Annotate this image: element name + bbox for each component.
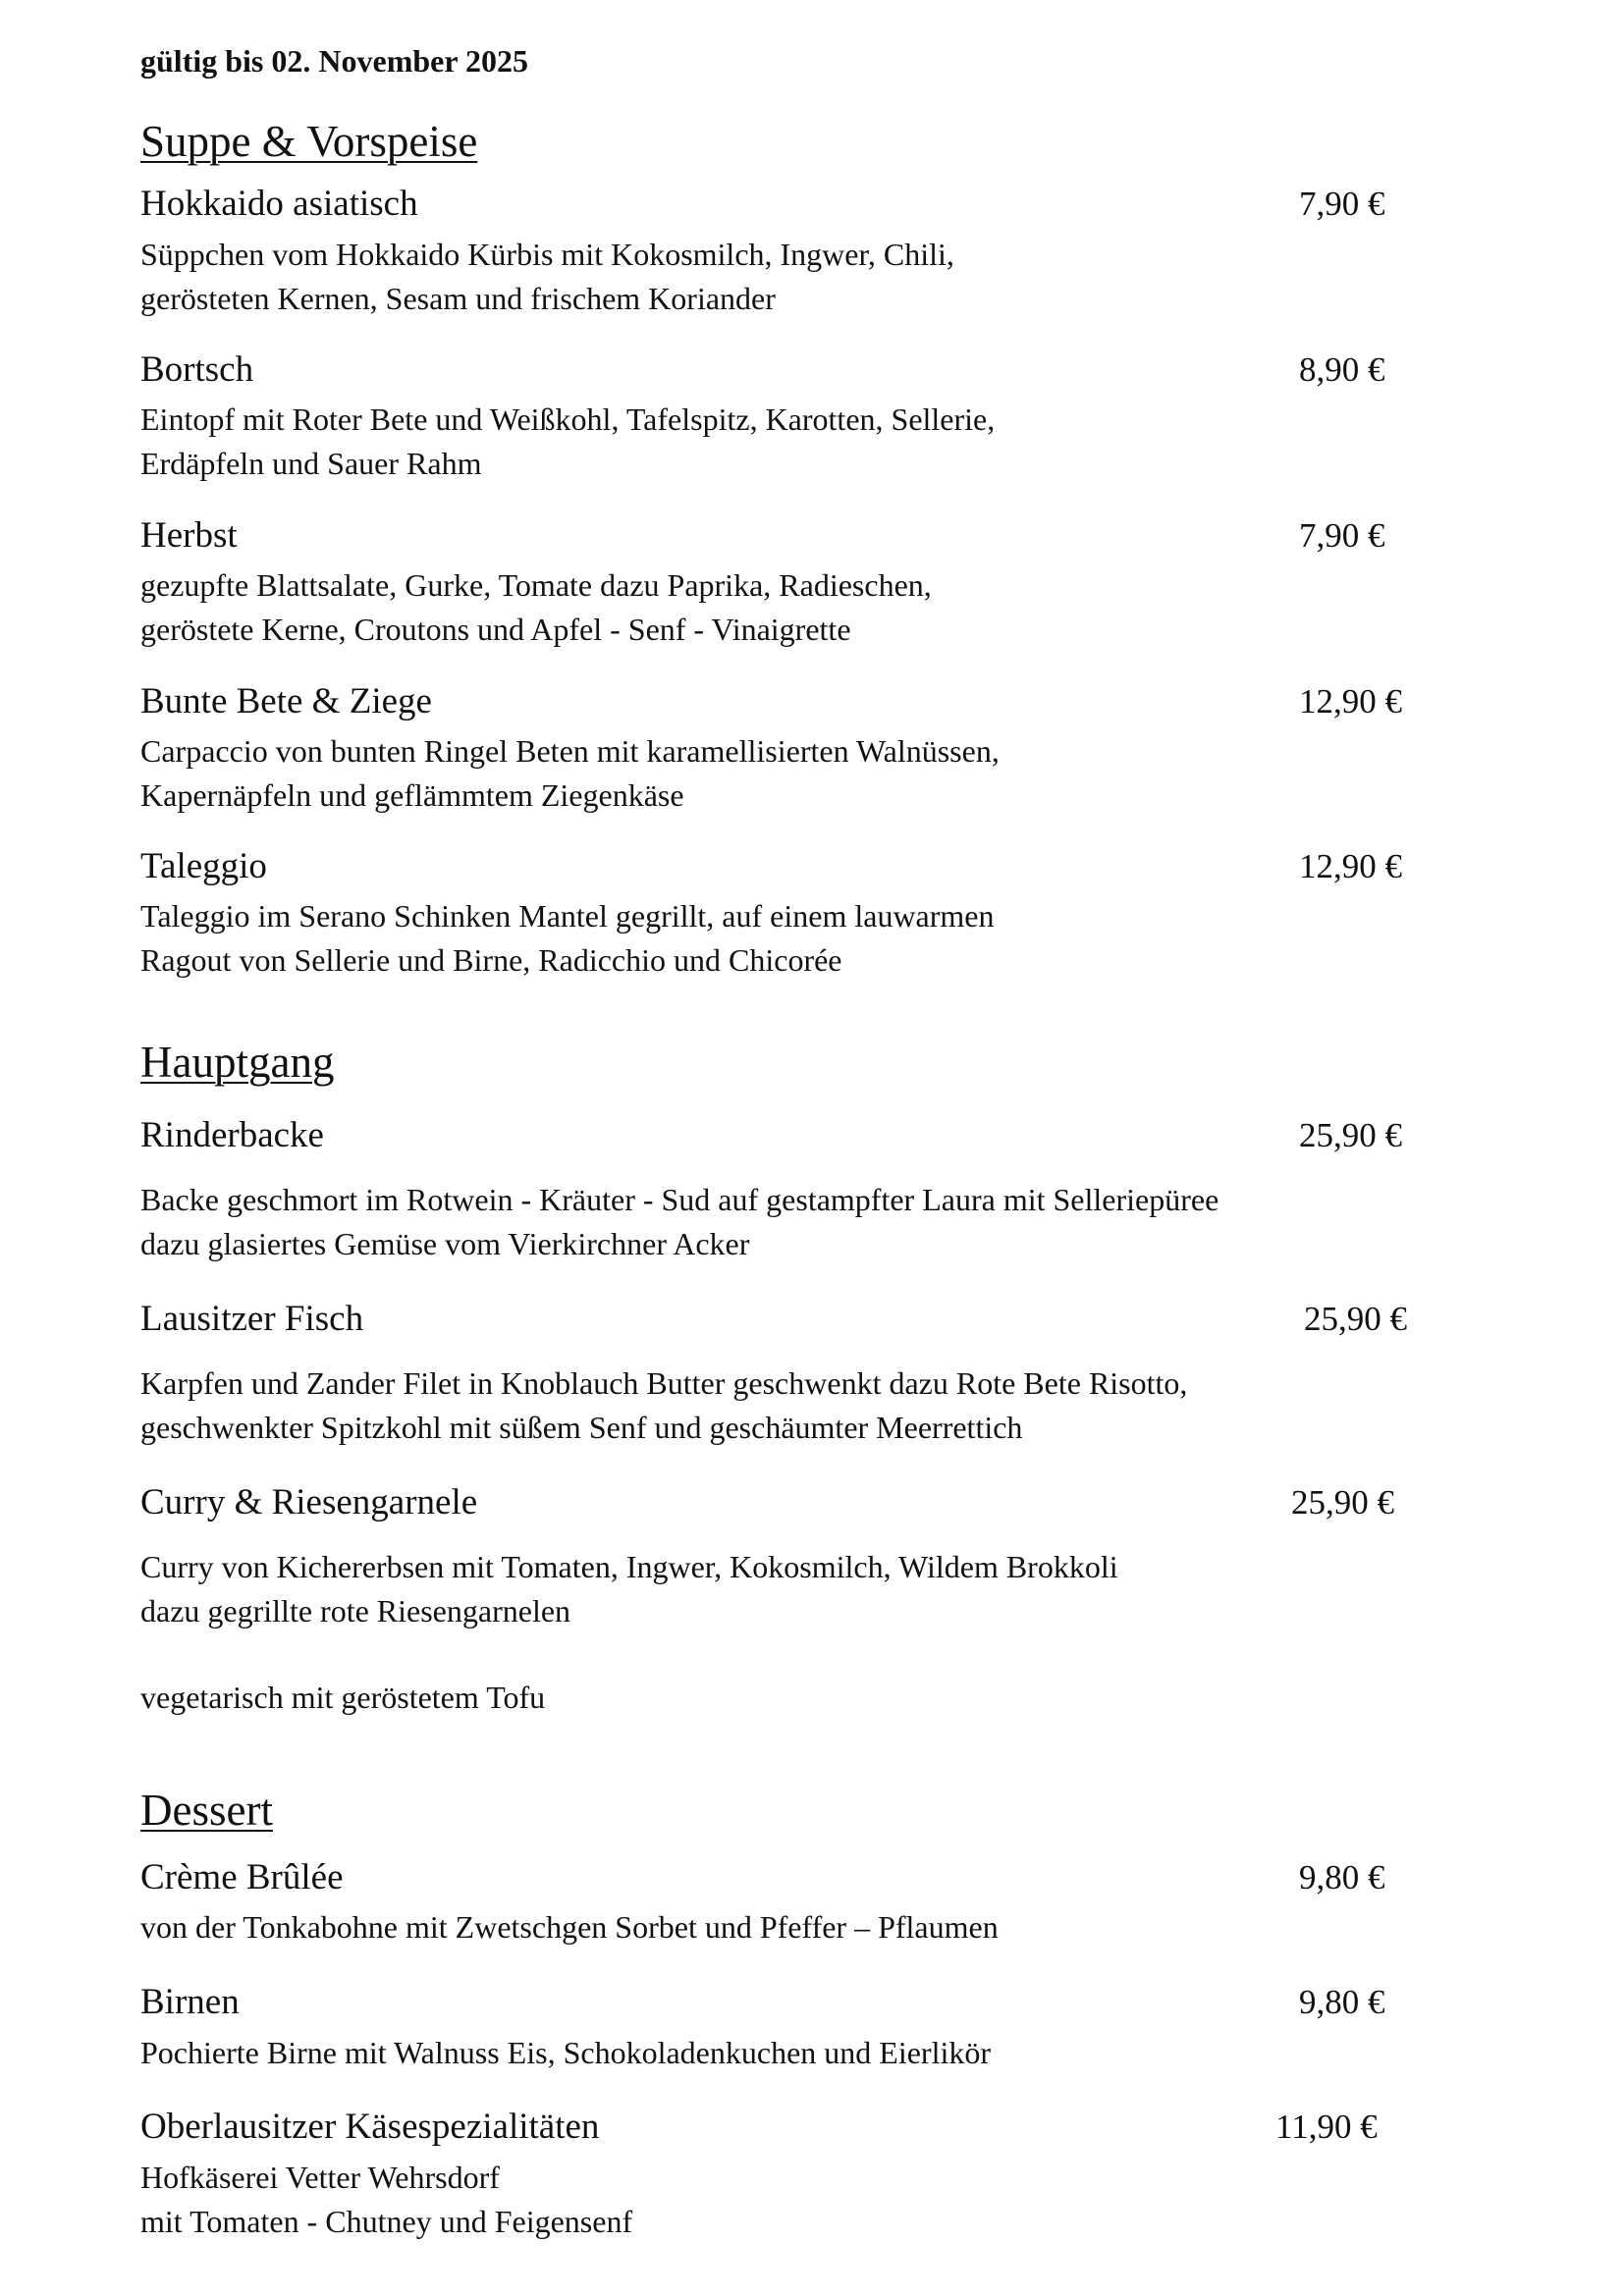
dish-name: Taleggio [140,846,267,886]
dish-price: 25,90 € [1299,1116,1402,1154]
dish-description [140,2156,632,2244]
vegetarian-note: vegetarisch mit geröstetem Tofu [140,1680,546,1715]
dish-price: 7,90 € [1299,516,1385,555]
dish-description-line: geschwenkter Spitzkohl mit süßem Senf und geschäumter Meerrettich [140,1410,1023,1445]
dish-description [140,563,932,652]
dish-description-line: von der Tonkabohne mit Zwetschgen Sorbet und Pfeffer – Pflaumen [140,1909,999,1945]
validity-note: gültig bis 02. November 2025 [140,43,528,79]
dish-name: Crème Brûlée [140,1857,344,1897]
dish-description-line: Karpfen und Zander Filet in Knoblauch Butter geschwenkt dazu Rote Bete Risotto, [140,1365,1188,1401]
dish-name: Lausitzer Fisch [140,1299,364,1339]
dish-price: 11,90 € [1275,2108,1378,2146]
dish-name: Rinderbacke [140,1115,324,1155]
section-title-starters: Suppe & Vorspeise [140,117,478,166]
section-title-main-course: Hauptgang [140,1038,335,1087]
dish-name: Hokkaido asiatisch [140,184,418,224]
dish-name: Oberlausitzer Käsespezialitäten [140,2107,600,2147]
dish-description [140,2031,991,2075]
dish-description [140,1545,1118,1633]
dish-description-line: Erdäpfeln und Sauer Rahm [140,446,482,481]
dish-description-line: Eintopf mit Roter Bete und Weißkohl, Tafelspitz, Karotten, Sellerie, [140,401,996,437]
dish-description-line: mit Tomaten - Chutney und Feigensenf [140,2204,633,2239]
dish-description [140,729,1000,818]
dish-description-line: Ragout von Sellerie und Birne, Radicchio und Chicorée [140,942,842,978]
dish-description [140,894,995,983]
dish-price: 9,80 € [1299,1983,1385,2021]
dish-price: 7,90 € [1299,185,1385,223]
dish-description [140,233,954,321]
dish-description-line: Taleggio im Serano Schinken Mantel gegrillt, auf einem lauwarmen [140,898,995,934]
dish-price: 25,90 € [1291,1483,1394,1522]
dish-description-line: Süppchen vom Hokkaido Kürbis mit Kokosmilch, Ingwer, Chili, [140,237,954,272]
dish-description [140,398,995,486]
section-title-dessert: Dessert [140,1786,273,1835]
dish-description-line: Carpaccio von bunten Ringel Beten mit karamellisierten Walnüssen, [140,733,1000,769]
dish-description-line: dazu glasiertes Gemüse vom Vierkirchner Acker [140,1226,750,1261]
dish-name: Herbst [140,515,238,556]
dish-description-line: Curry von Kichererbsen mit Tomaten, Ingwer, Kokosmilch, Wildem Brokkoli [140,1549,1118,1584]
dish-name: Bortsch [140,349,254,390]
dish-description-line: gezupfte Blattsalate, Gurke, Tomate dazu Paprika, Radieschen, [140,567,932,603]
dish-name: Birnen [140,1982,240,2022]
dish-description-line: gerösteten Kernen, Sesam und frischem Koriander [140,281,776,316]
dish-price: 25,90 € [1304,1300,1407,1338]
dish-description-line: Hofkäserei Vetter Wehrsdorf [140,2160,500,2195]
dish-description-line: geröstete Kerne, Croutons und Apfel - Senf - Vinaigrette [140,612,851,647]
dish-description [140,1362,1187,1450]
dish-description-line: Pochierte Birne mit Walnuss Eis, Schokoladenkuchen und Eierlikör [140,2035,991,2070]
dish-price: 9,80 € [1299,1858,1385,1896]
dish-description-line: Backe geschmort im Rotwein - Kräuter - Sud auf gestampfter Laura mit Selleriepüree [140,1182,1219,1217]
dish-description [140,1905,999,1949]
dish-price: 8,90 € [1299,350,1385,389]
dish-name: Curry & Riesengarnele [140,1482,478,1522]
dish-description-line: Kapernäpfeln und geflämmtem Ziegenkäse [140,777,684,813]
dish-description-line: dazu gegrillte rote Riesengarnelen [140,1593,571,1629]
dish-description [140,1178,1218,1266]
dish-name: Bunte Bete & Ziege [140,681,432,721]
dish-price: 12,90 € [1299,682,1402,721]
dish-price: 12,90 € [1299,847,1402,885]
